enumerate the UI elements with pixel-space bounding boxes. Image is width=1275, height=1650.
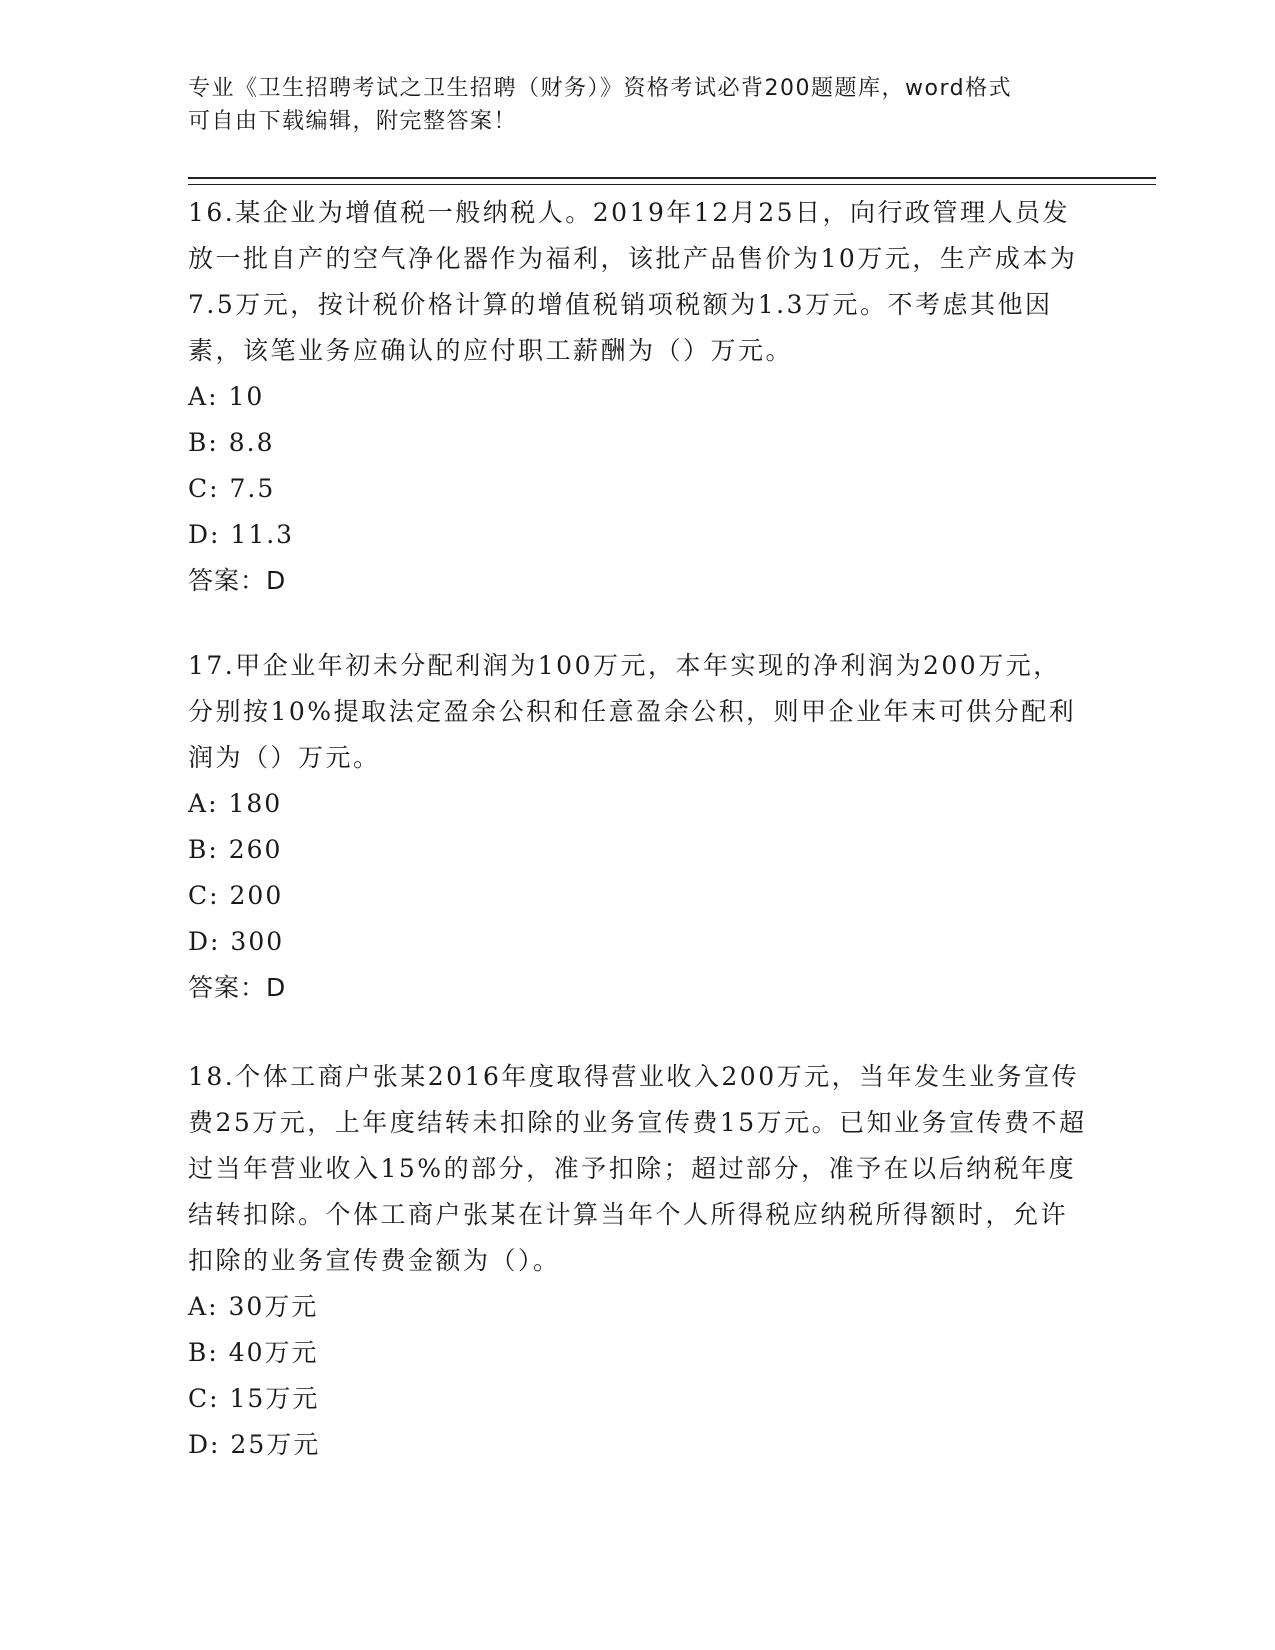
option-text: 200 (229, 881, 284, 910)
question-stem: 18.个体工商户张某2016年度取得营业收入200万元，当年发生业务宣传费25万元，上年度结转未扣除的业务宣传费15万元。已知业务宣传费不超过当年营业收入15%的部分，准予扣除；超过部分，准予在以后纳税年度结转扣除。个体工商户张某在计算当年个人所得税应纳税所得额时，允许扣除的业务宣传费金额为（）。 (188, 1062, 1087, 1275)
option-separator: : (208, 789, 229, 818)
option-text: 8.8 (228, 428, 275, 457)
option-letter: B (188, 428, 209, 457)
option-b (188, 1330, 1088, 1376)
option-c (188, 873, 1088, 919)
option-letter: D (188, 520, 211, 549)
option-separator: : (210, 520, 231, 549)
option-separator: : (208, 835, 229, 864)
option-separator: : (209, 474, 230, 503)
option-text: 10 (228, 382, 265, 411)
option-separator: : (208, 1338, 229, 1367)
option-text: 300 (230, 927, 285, 956)
option-separator: : (210, 1430, 231, 1459)
option-c (188, 466, 1088, 512)
option-b (188, 827, 1088, 873)
option-letter: A (188, 1292, 209, 1321)
option-a (188, 1284, 1088, 1330)
question-stem: 17.甲企业年初未分配利润为100万元，本年实现的净利润为200万元，分别按10%提取法定盈余公积和任意盈余公积，则甲企业年末可供分配利润为（）万元。 (188, 651, 1077, 772)
option-text: 15万元 (229, 1384, 320, 1413)
option-d (188, 1422, 1088, 1468)
question-18 (188, 1054, 1088, 1468)
option-d (188, 512, 1088, 558)
header-divider-thick (188, 177, 1156, 179)
header-line-2: 可自由下载编辑，附完整答案！ (188, 109, 518, 134)
option-letter: A (188, 382, 209, 411)
question-16 (188, 190, 1088, 604)
option-separator: : (208, 428, 229, 457)
option-separator: : (209, 881, 230, 910)
option-text: 260 (228, 835, 283, 864)
question-stem: 16.某企业为增值税一般纳税人。2019年12月25日，向行政管理人员发放一批自产的空气净化器作为福利，该批产品售价为10万元，生产成本为7.5万元，按计税价格计算的增值税销项税额为1.3万元。不考虑其他因素，该笔业务应确认的应付职工薪酬为（）万元。 (188, 198, 1078, 365)
option-letter: D (188, 1430, 211, 1459)
option-letter: C (188, 881, 210, 910)
option-letter: C (188, 474, 210, 503)
option-b (188, 420, 1088, 466)
option-letter: A (188, 789, 209, 818)
option-separator: : (208, 382, 229, 411)
header-divider-thin (188, 184, 1156, 185)
option-text: 7.5 (229, 474, 276, 503)
option-separator: : (209, 1384, 230, 1413)
option-letter: B (188, 835, 209, 864)
header-line-1: 专业《卫生招聘考试之卫生招聘（财务）》资格考试必背200题题库，word格式 (188, 76, 1013, 101)
option-text: 11.3 (230, 520, 295, 549)
option-letter: D (188, 927, 211, 956)
option-d (188, 919, 1088, 965)
option-text: 25万元 (230, 1430, 321, 1459)
document-header (188, 72, 1068, 138)
question-17 (188, 643, 1088, 1011)
option-separator: : (208, 1292, 229, 1321)
option-separator: : (210, 927, 231, 956)
option-a (188, 374, 1088, 420)
option-a (188, 781, 1088, 827)
option-text: 180 (228, 789, 283, 818)
answer-line: 答案：D (188, 566, 287, 595)
option-letter: C (188, 1384, 210, 1413)
option-text: 30万元 (228, 1292, 319, 1321)
answer-line: 答案：D (188, 973, 287, 1002)
option-text: 40万元 (228, 1338, 319, 1367)
option-letter: B (188, 1338, 209, 1367)
option-c (188, 1376, 1088, 1422)
